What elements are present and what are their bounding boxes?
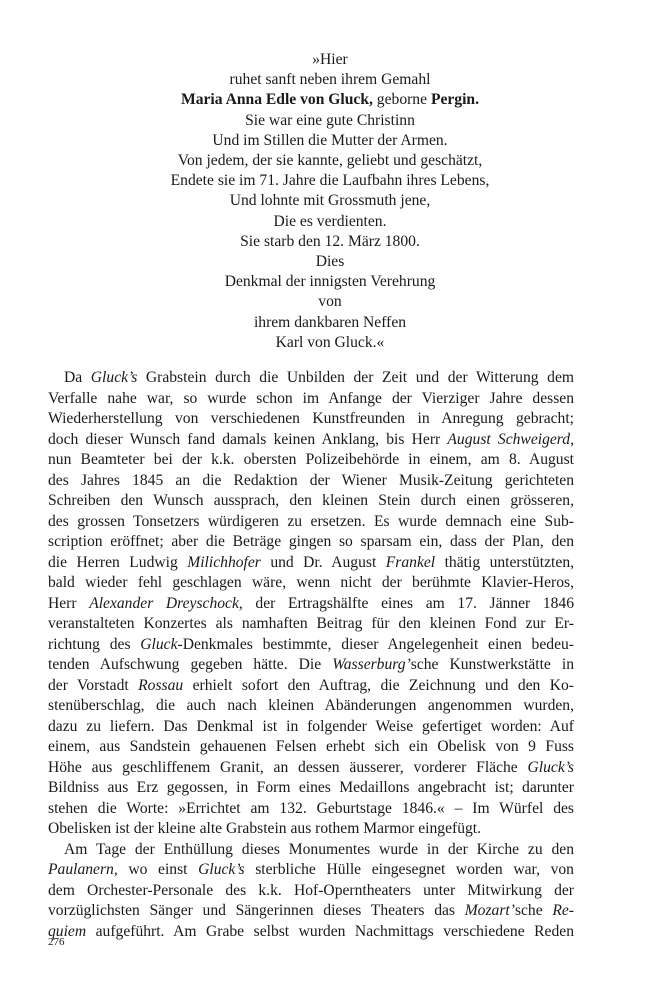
text-line: stenüberschlag, die auch nach kleinen Abänderungen angenommen wurden, bbox=[48, 697, 574, 714]
text-line: Wiederherstellung von verschiedenen Kunstfreunden in Anregung gebracht; bbox=[48, 410, 574, 427]
text-line: richtung des Gluck-Denkmales bestimmte, dieser Angelegenheit einen bedeu- bbox=[48, 635, 574, 653]
text-line: Obelisken ist der kleine alte Grabstein aus rothem Marmor eingefügt. bbox=[48, 820, 482, 837]
paragraph-1 bbox=[48, 368, 574, 840]
epitaph-line: Endete sie im 71. Jahre die Laufbahn ihres Lebens, bbox=[170, 172, 490, 190]
epitaph-line: Und im Stillen die Mutter der Armen. bbox=[212, 131, 448, 149]
text-line: der Vorstadt Rossau erhielt sofort den Auftrag, die Zeichnung und den Ko- bbox=[48, 676, 574, 694]
epitaph-line: Und lohnte mit Grossmuth jene, bbox=[229, 192, 431, 210]
text-line: Da Gluck’s Grabstein durch die Unbilden der Zeit und der Witterung dem bbox=[64, 369, 574, 386]
epitaph-line: ruhet sanft neben ihrem Gemahl bbox=[229, 71, 431, 89]
text-line: Schreiben den Wunsch aussprach, den kleinen Stein durch einen grösseren, bbox=[48, 492, 574, 509]
text-line: Am Tage der Enthüllung dieses Monumentes wurde in der Kirche zu den bbox=[64, 840, 574, 858]
epitaph-line: »Hier bbox=[312, 51, 348, 68]
deceased-name: Maria Anna Edle von Gluck, bbox=[180, 91, 373, 109]
text-line: bald wieder fehl geschlagen wäre, wenn nicht der berühmte Klavier-Heros, bbox=[48, 574, 574, 591]
epitaph-line: Denkmal der innigsten Verehrung bbox=[224, 273, 436, 291]
epitaph-line: Dies bbox=[315, 253, 345, 271]
text-line: einem, aus Sandstein gehauenen Felsen erhebt sich ein Obelisk von 9 Fuss bbox=[48, 738, 574, 755]
text-line: stehen die Worte: »Errichtet am 132. Geburtstage 1846.« – Im Würfel des bbox=[48, 799, 574, 817]
epitaph-line: Sie starb den 12. März 1800. bbox=[240, 232, 420, 250]
text-line: des Jahres 1845 an die Redaktion der Wiener Musik-Zeitung gerichteten bbox=[48, 471, 574, 489]
paragraph-2 bbox=[48, 840, 574, 943]
text-line: des grossen Tonsetzers würdigeren zu ersetzen. Es wurde demnach eine Sub- bbox=[48, 512, 574, 530]
epitaph-line: Sie war eine gute Christinn bbox=[245, 111, 415, 129]
text-line: Paulanern, wo einst Gluck’s sterbliche Hülle eingesegnet worden war, von bbox=[48, 861, 574, 878]
text-line: nun Beamteter bei der k.k. obersten Polizeibehörde in einem, am 8. August bbox=[48, 451, 574, 468]
text-line: doch dieser Wunsch fand damals keinen Anklang, bis Herr August Schweigerd, bbox=[48, 430, 574, 448]
text-line: scription eröffnet; aber die Beträge gingen so sparsam ein, dass der Plan, den bbox=[48, 533, 574, 550]
text-line: dem Orchester-Personale des k.k. Hof-Operntheaters unter Mitwirkung der bbox=[48, 881, 574, 899]
epitaph-line: ihrem dankbaren Neffen bbox=[253, 313, 407, 331]
page-number: 276 bbox=[48, 936, 65, 948]
text-line: dazu zu liefern. Das Denkmal ist in folgender Weise gefertiget worden: Auf bbox=[48, 717, 574, 735]
text-line: die Herren Ludwig Milichhofer und Dr. August Frankel thätig unterstützten, bbox=[48, 553, 575, 571]
text-line: vorzüglichsten Sänger und Sängerinnen dieses Theaters das Mozart’sche Re- bbox=[48, 902, 574, 919]
text-line: Herr Alexander Dreyschock, der Ertragshälfte eines am 17. Jänner 1846 bbox=[48, 594, 575, 612]
text-line: veranstalteten Konzertes als namhaften Beitrag für den kleinen Fond zur Er- bbox=[48, 615, 574, 632]
text-line: Bildniss aus Erz gegossen, in Form eines Medaillons angebracht ist; darunter bbox=[48, 779, 574, 796]
text-line: quiem aufgeführt. Am Grabe selbst wurden Nachmittags verschiedene Reden bbox=[48, 922, 574, 940]
maiden-name: Pergin. bbox=[430, 91, 480, 109]
epitaph-line: von bbox=[318, 293, 342, 311]
body-text bbox=[48, 368, 574, 942]
epitaph-inscription bbox=[48, 50, 612, 353]
text-line: Verfalle nahe war, so wurde schon im Anfange der Vierziger Jahre dessen bbox=[48, 389, 574, 407]
epitaph-line: Karl von Gluck.« bbox=[275, 333, 385, 351]
text-line: Höhe aus geschliffenem Granit, an dessen äusserer, vorderer Fläche Gluck’s bbox=[48, 758, 574, 776]
epitaph-line: Von jedem, der sie kannte, geliebt und geschätzt, bbox=[177, 152, 483, 170]
epitaph-line: Die es verdienten. bbox=[273, 212, 387, 230]
epitaph-line: Maria Anna Edle von Gluck, geborne Pergin. bbox=[180, 91, 480, 109]
text-line: tenden Aufschwung gegeben hätte. Die Wasserburg’sche Kunstwerkstätte in bbox=[48, 656, 574, 673]
